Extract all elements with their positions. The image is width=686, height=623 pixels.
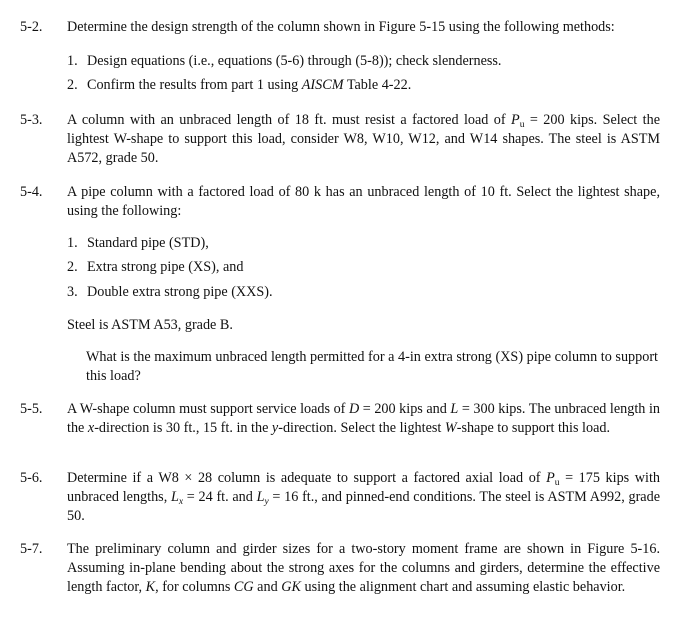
problem-number: 5-4. <box>20 184 43 200</box>
problem-5-2-item-2: 2. Confirm the results from part 1 using AISCM Table 4-22. <box>67 77 412 93</box>
problem-text: A pipe column with a factored load of 80 k has an unbraced length of 10 ft. Select the lightest shape, using the following: <box>67 184 660 219</box>
problem-5-4 <box>20 183 660 221</box>
problem-5-5 <box>20 400 660 438</box>
problem-number: 5-5. <box>20 401 43 417</box>
problem-5-6 <box>20 469 660 526</box>
problem-text: The preliminary column and girder sizes for a two-story moment frame are shown in Figure 5-16. Assuming in-plane bending about the strong axes for the columns and girders, determine the effective length factor, K, for columns CG and GK using the alignment chart and assuming elastic behavior. <box>67 541 660 595</box>
problem-5-4-item-3: 3. Double extra strong pipe (XXS). <box>67 284 273 300</box>
problem-number: 5-2. <box>20 19 43 35</box>
problem-5-2-item-1: 1. Design equations (i.e., equations (5-6) through (5-8)); check slenderness. <box>67 53 502 69</box>
problem-text: Determine if a W8 × 28 column is adequate to support a factored axial load of $P_u = 175$ kips with unbraced lengths, $L_x = 24$ ft. and $L_y = 16$ ft., and pinned-end conditions. The steel is ASTM A992, grade 50. <box>67 470 660 524</box>
problem-text: A column with an unbraced length of 18 ft. must resist a factored load of $P_u = 200$ kips. Select the lightest W-shape to support this load, consider W8, W10, W12, and W14 shapes. The steel is ASTM A572, grade 50. <box>67 112 660 166</box>
problem-number: 5-6. <box>20 470 43 486</box>
problem-5-7 <box>20 540 660 597</box>
problem-5-2 <box>20 18 660 37</box>
follow-up-question: What is the maximum unbraced length permitted for a 4-in extra strong (XS) pipe column to support this load? <box>86 349 658 384</box>
problem-number: 5-3. <box>20 112 43 128</box>
problem-number: 5-7. <box>20 541 43 557</box>
problem-text: Determine the design strength of the column shown in Figure 5-15 using the following methods: <box>67 19 615 35</box>
problem-5-4-item-1: 1. Standard pipe (STD), <box>67 235 209 251</box>
problem-5-3 <box>20 111 660 168</box>
problem-text: A W-shape column must support service loads of D = 200 kips and L = 300 kips. The unbraced length in the x-direction is 30 ft., 15 ft. in the y-direction. Select the lightest W-shape to support this load. <box>67 401 660 436</box>
problem-5-4-item-2: 2. Extra strong pipe (XS), and <box>67 259 244 275</box>
steel-note: Steel is ASTM A53, grade B. <box>67 317 233 333</box>
